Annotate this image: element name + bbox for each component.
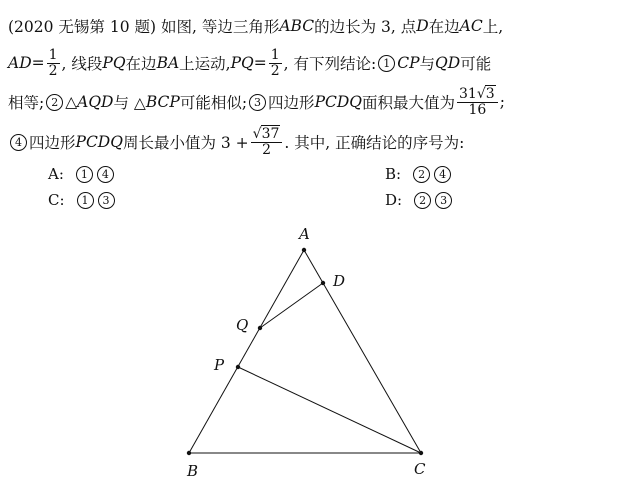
text: = (253, 54, 267, 72)
coefficient: 31 (459, 85, 477, 102)
label-q: Q (236, 316, 249, 334)
text: 与 △ (113, 94, 146, 112)
text: 在边 (125, 55, 157, 73)
label-p: P (214, 356, 225, 374)
math: D (416, 17, 429, 35)
math: AC (459, 17, 483, 35)
text: , 线段 (61, 55, 103, 73)
label-d: D (333, 272, 346, 290)
fraction-numerator: 31√3 (457, 87, 498, 103)
point-d (321, 281, 325, 285)
text: △ (65, 93, 78, 111)
circled-number-icon: 3 (249, 94, 266, 111)
circled-number-icon: 3 (98, 192, 115, 209)
text: 可能相似; (179, 94, 248, 112)
text: 在边 (428, 18, 460, 36)
circled-number-icon: 1 (77, 192, 94, 209)
text: 相等; (8, 94, 45, 112)
text: 上, (482, 18, 504, 36)
math: PQ (230, 54, 254, 72)
radicand: 3 (485, 85, 495, 102)
point-a (302, 248, 306, 252)
circled-number-icon: 1 (76, 166, 93, 183)
circled-number-icon: 2 (414, 192, 431, 209)
fraction-denominator: 2 (48, 62, 58, 79)
text: . 其中, 正确结论的序号为: (284, 134, 465, 152)
circled-number-icon: 3 (435, 192, 452, 209)
math: ABC (279, 17, 315, 35)
point-c (419, 451, 423, 455)
fraction-numerator: 1 (270, 46, 280, 63)
math: CP (397, 54, 420, 72)
text: 可能 (460, 55, 492, 73)
circled-number-icon: 2 (413, 166, 430, 183)
label-a: A (299, 225, 310, 243)
math: PQ (102, 54, 126, 72)
circled-number-icon: 2 (46, 94, 63, 111)
text: ; (499, 93, 505, 111)
fraction-denominator: 2 (270, 62, 280, 79)
option-label: A: (48, 165, 64, 183)
segment-ab (189, 250, 304, 453)
math: QD (435, 54, 461, 72)
text: 周长最小值为 3 + (122, 134, 249, 152)
option-label: C: (48, 191, 65, 209)
point-b (187, 451, 191, 455)
circled-number-icon: 4 (97, 166, 114, 183)
fraction-numerator: √37 (251, 127, 283, 143)
option-label: B: (385, 165, 402, 183)
segment-ca (304, 250, 421, 453)
fraction-denominator: 16 (468, 101, 487, 118)
fraction-numerator: 1 (48, 46, 58, 63)
text: 上运动, (179, 55, 231, 73)
math: PCDQ (314, 93, 362, 111)
text: 与 (419, 55, 436, 73)
option-label: D: (385, 191, 403, 209)
point-q (258, 326, 262, 330)
text: 面积最大值为 (362, 94, 456, 112)
math: AD (8, 54, 32, 72)
math: BA (156, 54, 180, 72)
text: , 有下列结论: (283, 55, 377, 73)
label-b: B (187, 462, 199, 480)
math: PCDQ (75, 133, 123, 151)
math: AQD (77, 93, 114, 111)
segment-pc (238, 367, 421, 453)
text: (2020 无锡第 10 题) 如图, 等边三角形 (8, 18, 280, 36)
label-c: C (414, 460, 426, 478)
circled-number-icon: 4 (434, 166, 451, 183)
point-p (236, 365, 240, 369)
segment-qd (260, 283, 323, 328)
fraction-denominator: 2 (262, 141, 271, 158)
text: 四边形 (29, 134, 76, 152)
radicand: 37 (261, 125, 280, 142)
circled-number-icon: 1 (378, 55, 395, 72)
circled-number-icon: 4 (10, 134, 27, 151)
text: 的边长为 3, 点 (314, 18, 417, 36)
text: = (31, 54, 45, 72)
text: 四边形 (268, 94, 315, 112)
math: BCP (145, 93, 180, 111)
